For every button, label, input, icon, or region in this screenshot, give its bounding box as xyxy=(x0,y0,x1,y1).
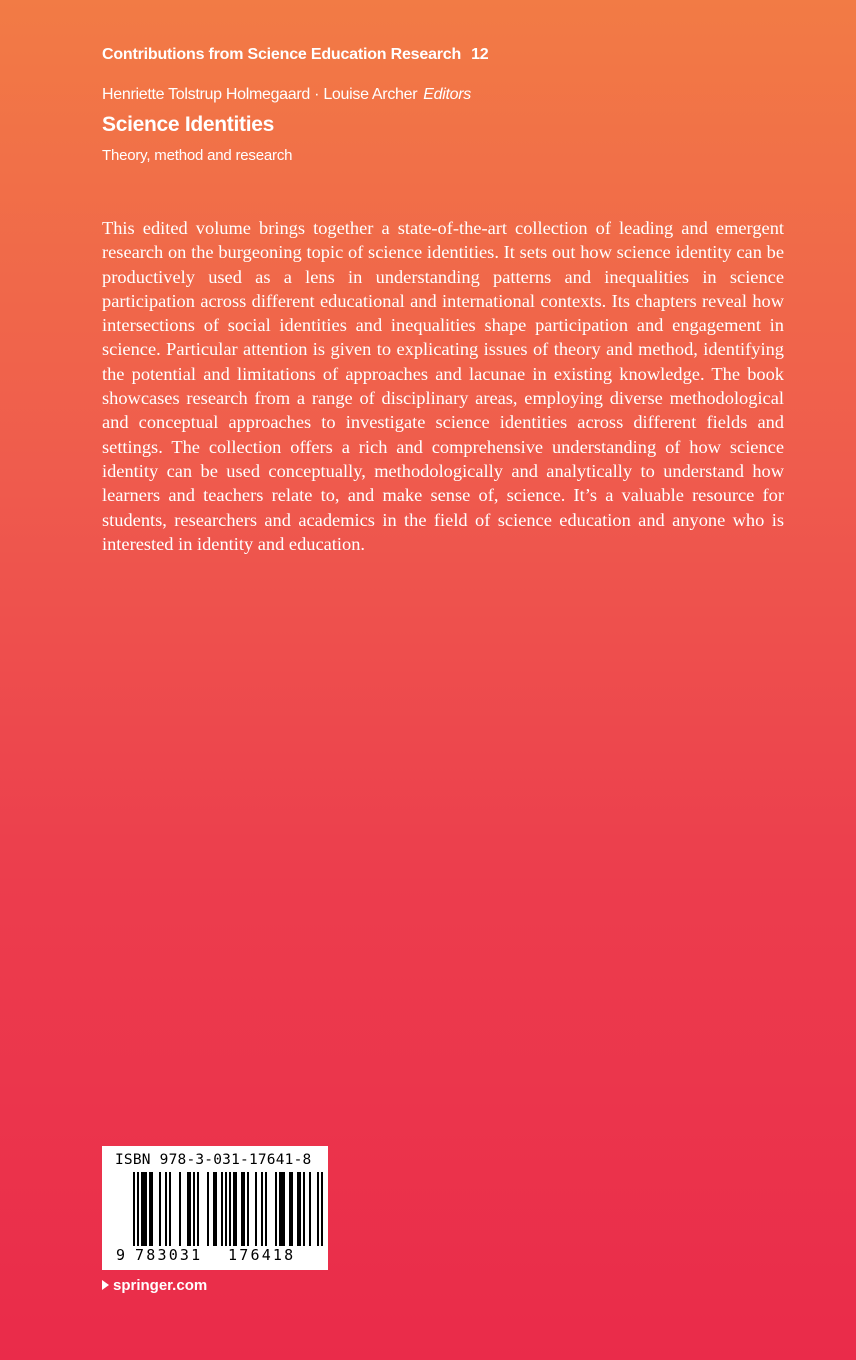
barcode-bar xyxy=(165,1172,167,1246)
barcode-image xyxy=(102,1172,328,1246)
barcode-bar xyxy=(179,1172,181,1246)
series-name: Contributions from Science Education Research xyxy=(102,46,462,63)
barcode-bar xyxy=(207,1172,209,1246)
barcode-bar xyxy=(149,1172,151,1246)
barcode-bar xyxy=(169,1172,171,1246)
publisher-link-text: springer.com xyxy=(113,1277,208,1294)
barcode-left-digits: 783031 xyxy=(135,1246,203,1264)
barcode-bar xyxy=(265,1172,267,1246)
barcode-bar xyxy=(321,1172,323,1246)
barcode-bar xyxy=(215,1172,217,1246)
barcode-bar xyxy=(145,1172,147,1246)
isbn-barcode-box xyxy=(102,1146,328,1270)
publisher-link[interactable] xyxy=(102,1277,207,1294)
editors-line xyxy=(102,86,471,104)
barcode-bar xyxy=(193,1172,195,1246)
barcode-bar xyxy=(309,1172,311,1246)
barcode-bar xyxy=(137,1172,139,1246)
barcode-bar xyxy=(279,1172,281,1246)
barcode-bar xyxy=(189,1172,191,1246)
editors-role: Editors xyxy=(423,86,471,103)
barcode-bar xyxy=(283,1172,285,1246)
series-title xyxy=(102,46,488,64)
barcode-bar xyxy=(229,1172,231,1246)
barcode-bar xyxy=(243,1172,245,1246)
series-number: 12 xyxy=(471,46,489,63)
barcode-lead-digit: 9 xyxy=(116,1246,126,1264)
barcode-bar xyxy=(213,1172,215,1246)
barcode-bar xyxy=(291,1172,293,1246)
barcode-bar xyxy=(299,1172,301,1246)
editor-names: Henriette Tolstrup Holmegaard · Louise Archer xyxy=(102,86,418,103)
barcode-bar xyxy=(255,1172,257,1246)
barcode-bar xyxy=(275,1172,277,1246)
barcode-bar xyxy=(281,1172,283,1246)
barcode-bar xyxy=(225,1172,227,1246)
barcode-bar xyxy=(297,1172,299,1246)
barcode-bar xyxy=(187,1172,189,1246)
barcode-bar xyxy=(197,1172,199,1246)
book-subtitle: Theory, method and research xyxy=(102,147,293,164)
barcode-bar xyxy=(241,1172,243,1246)
barcode-bar xyxy=(233,1172,235,1246)
barcode-bar xyxy=(221,1172,223,1246)
arrow-right-icon xyxy=(102,1280,109,1290)
barcode-bar xyxy=(235,1172,237,1246)
book-title: Science Identities xyxy=(102,113,275,136)
barcode-bar xyxy=(159,1172,161,1246)
barcode-bar xyxy=(261,1172,263,1246)
barcode-bar xyxy=(143,1172,145,1246)
barcode-bar xyxy=(247,1172,249,1246)
barcode-bar xyxy=(151,1172,153,1246)
barcode-digits xyxy=(102,1246,328,1268)
barcode-bar xyxy=(317,1172,319,1246)
barcode-bar xyxy=(133,1172,135,1246)
barcode-bar xyxy=(303,1172,305,1246)
barcode-bar xyxy=(289,1172,291,1246)
book-description: This edited volume brings together a state-of-the-art collection of leading and emergent research on the burgeoning topic of science identities. It sets out how science identity can be productively used as a lens in understanding patterns and inequalities in science participation across different educational and international contexts. Its chapters reveal how intersections of social identities and inequalities shape participation and engagement in science. Particular attention is given to explicating issues of theory and method, identifying the potential and limitations of approaches and lacunae in existing knowledge. The book showcases research from a range of disciplinary areas, employing diverse methodological and conceptual approaches to investigate science identities across different fields and settings. The collection offers a rich and comprehensive understanding of how science identity can be used conceptually, methodologically and analytically to understand how learners and teachers relate to, and make sense of, science. It’s a valuable resource for students, researchers and academics in the field of science education and anyone who is interested in identity and education. xyxy=(102,218,784,554)
isbn-label: ISBN 978-3-031-17641-8 xyxy=(115,1152,312,1168)
barcode-right-digits: 176418 xyxy=(228,1246,296,1264)
barcode-bar xyxy=(141,1172,143,1246)
